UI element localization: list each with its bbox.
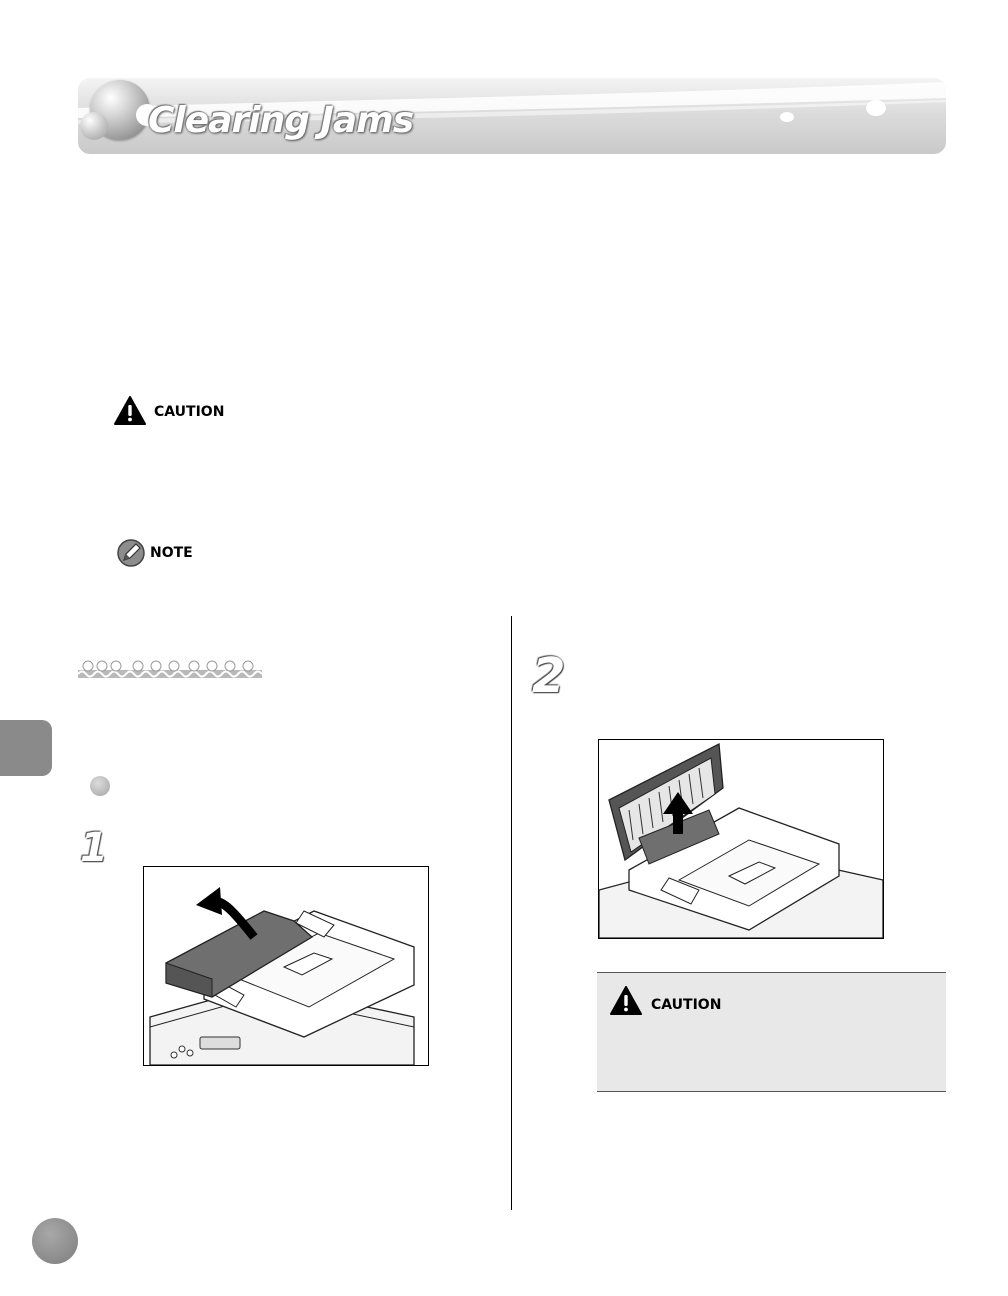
warning-triangle-icon [610, 986, 642, 1016]
note-label: NOTE [150, 545, 193, 561]
section-heading-graphic [78, 652, 262, 680]
caution-label: CAUTION [154, 404, 225, 420]
caution-label: CAUTION [651, 997, 722, 1013]
warning-triangle-icon [114, 396, 146, 426]
step-number: 1 [80, 825, 108, 871]
banner-dot-icon [780, 112, 794, 122]
column-divider [511, 616, 512, 1210]
adf-jammed-paper-illustration [598, 739, 884, 939]
caution-box [597, 972, 946, 1092]
adf-cover-open-illustration [143, 866, 429, 1066]
bullet-dot-icon [90, 776, 110, 796]
page-title: Clearing Jams [148, 100, 414, 141]
page-number-circle [32, 1218, 78, 1264]
pencil-note-icon [116, 538, 146, 568]
banner-dot-icon [866, 100, 886, 116]
chapter-tab [0, 720, 52, 776]
banner-small-sphere-icon [80, 112, 108, 140]
step-number: 2 [532, 648, 566, 704]
